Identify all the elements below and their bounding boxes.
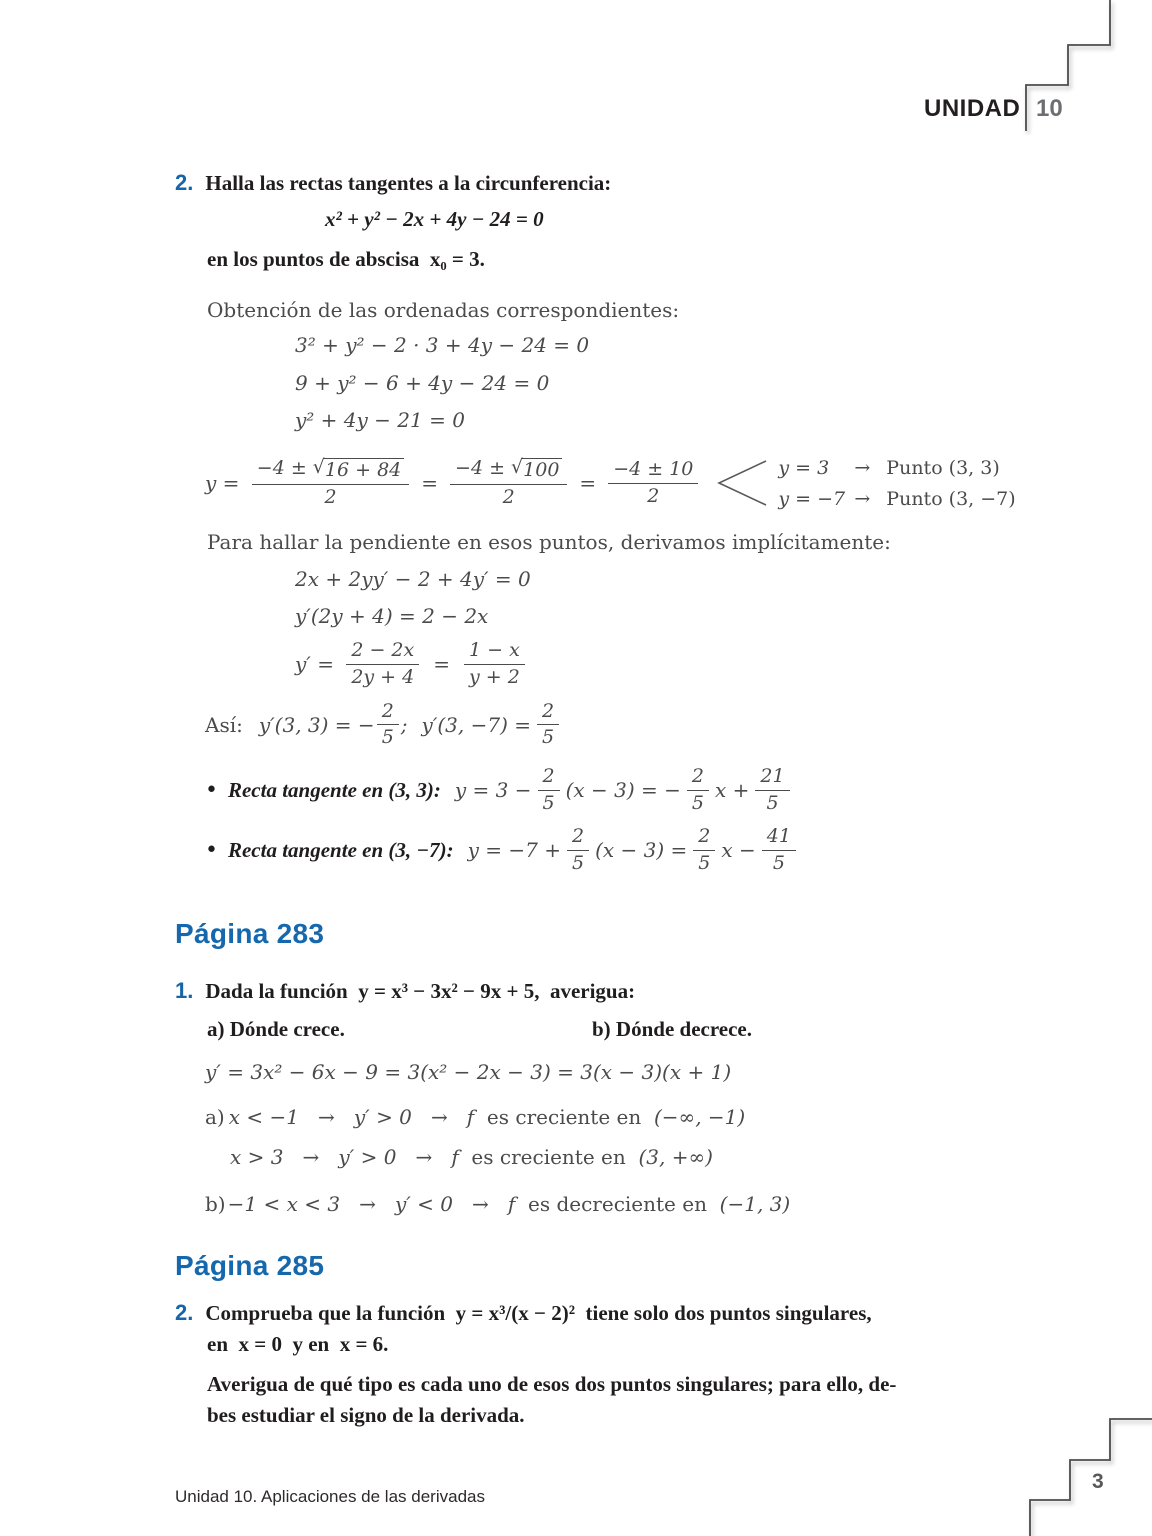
equation-step: y′(2y + 4) = 2 − 2x: [295, 604, 489, 628]
page-285-heading: Página 285: [175, 1250, 325, 1281]
exercise-285-2-number: 2.: [175, 1300, 194, 1325]
arrow-icon: →: [854, 487, 871, 510]
bullet-icon: •: [205, 777, 218, 803]
equation-step: y² + 4y − 21 = 0: [295, 408, 465, 432]
unidad-number: 10: [1036, 95, 1063, 122]
unidad-label: UNIDAD: [924, 95, 1021, 122]
tangent-line-2: • Recta tangente en (3, −7): y = −7 + $\frac{2}{5}$ (x − 3) = $\frac{2}{5}$ x − $\frac{41}{5}$: [205, 822, 802, 878]
sqrt-radical: √ 16 + 84: [313, 458, 404, 481]
derivative-factorization: y′ = 3x² − 6x − 9 = 3(x² − 2x − 3) = 3(x − 3)(x + 1): [205, 1060, 732, 1084]
quadratic-solution-row: [205, 448, 1016, 518]
exercise-2-equation: x² + y² − 2x + 4y − 24 = 0: [325, 207, 544, 231]
equation-step: 9 + y² − 6 + 4y − 24 = 0: [295, 371, 550, 395]
fraction: $\frac{2}{5}$: [693, 826, 715, 874]
slope-intro: Para hallar la pendiente en esos puntos, derivamos implícitamente:: [207, 530, 891, 554]
fraction: −4 ± √ 100 2: [450, 458, 567, 508]
exercise-285-2-header: 2. Comprueba que la función y = x³/(x − 2)² tiene solo dos puntos singulares,: [175, 1300, 872, 1325]
solution-b: b) −1 < x < 3 → y′ < 0 → f es decreciente en (−1, 3): [205, 1192, 791, 1216]
asi-row: Así: y′(3, 3) = − $\frac{2}{5}$ ; y′(3, −7) = $\frac{2}{5}$: [205, 697, 565, 752]
item-b-label: b) Dónde decrece.: [592, 1017, 752, 1041]
stair-steps-bottom-icon: [1020, 1410, 1152, 1536]
fraction: $\frac{21}{5}$: [755, 766, 789, 814]
bullet-icon: •: [205, 837, 218, 863]
page-283-heading: Página 283: [175, 918, 325, 949]
equation-step: 2x + 2yy′ − 2 + 4y′ = 0: [295, 567, 531, 591]
fraction: −4 ± √ 16 + 84 2: [252, 458, 409, 508]
fraction: $\frac{2}{5}$: [377, 701, 399, 749]
tangent-line-1: • Recta tangente en (3, 3): y = 3 − $\frac{2}{5}$ (x − 3) = − $\frac{2}{5}$ x + $\frac{21}{5}$: [205, 762, 796, 818]
fraction: $\frac{2}{5}$: [537, 701, 559, 749]
solution-a2: x > 3 → y′ > 0 → f es creciente en (3, +∞): [230, 1145, 713, 1169]
solution-a1: a) x < −1 → y′ > 0 → f es creciente en (−∞, −1): [205, 1105, 746, 1129]
cases-brace-icon: [716, 457, 768, 509]
asi-label: Así:: [205, 712, 243, 737]
exercise-2-statement: Halla las rectas tangentes a la circunferencia:: [205, 170, 612, 195]
fraction: $\frac{2}{5}$: [538, 766, 560, 814]
page-number: 3: [1092, 1470, 1104, 1493]
case-row: y = −7 → Punto (3, −7): [778, 487, 1016, 510]
cases-list: [778, 457, 1015, 510]
tangent-1-label: Recta tangente en (3, 3):: [227, 777, 441, 802]
exercise-2-header: [175, 170, 611, 196]
equation-step: 3² + y² − 2 · 3 + 4y − 24 = 0: [295, 333, 590, 357]
exercise-2-statement-line2: en los puntos de abscisa x₀ = 3.: [207, 247, 485, 271]
fraction: $\frac{2}{5}$: [687, 766, 709, 814]
fraction: $\frac{2 - 2x}{2y + 4}$: [346, 640, 419, 688]
item-a-label: a) Dónde crece.: [207, 1017, 345, 1041]
equals-sign: =: [579, 471, 597, 495]
footer-title: Unidad 10. Aplicaciones de las derivadas: [175, 1487, 485, 1506]
fraction: $\frac{2}{5}$: [567, 826, 589, 874]
arrow-icon: →: [854, 456, 871, 479]
solution-intro: Obtención de las ordenadas correspondientes:: [207, 298, 680, 322]
abscissa-condition: x₀ = 3.: [429, 247, 485, 271]
fraction: $\frac{-4 \pm 10}{2}$: [608, 459, 698, 507]
exercise-285-2-line2: en x = 0 y en x = 6.: [207, 1332, 389, 1356]
fraction: $\frac{1 - x}{y + 2}$: [464, 640, 525, 688]
yprime-row: y′ = $\frac{2 - 2x}{2y + 4}$ = $\frac{1 - x}{y + 2}$: [295, 634, 531, 694]
quad-lead: y =: [205, 471, 246, 495]
exercise-1-number: 1.: [175, 978, 194, 1003]
exercise-2-number: 2.: [175, 170, 194, 195]
exercise-285-2-para-line2: bes estudiar el signo de la derivada.: [207, 1403, 525, 1427]
fraction: $\frac{41}{5}$: [762, 826, 796, 874]
sqrt-radical: √ 100: [511, 458, 562, 481]
equals-sign: =: [421, 471, 439, 495]
exercise-1-header: 1. Dada la función y = x³ − 3x² − 9x + 5, averigua:: [175, 978, 636, 1003]
case-row: y = 3 → Punto (3, 3): [778, 456, 1000, 479]
exercise-285-2-para-line1: Averigua de qué tipo es cada uno de esos dos puntos singulares; para ello, de-: [207, 1372, 897, 1396]
equals-sign: =: [433, 652, 450, 676]
tangent-2-label: Recta tangente en (3, −7):: [227, 837, 454, 862]
